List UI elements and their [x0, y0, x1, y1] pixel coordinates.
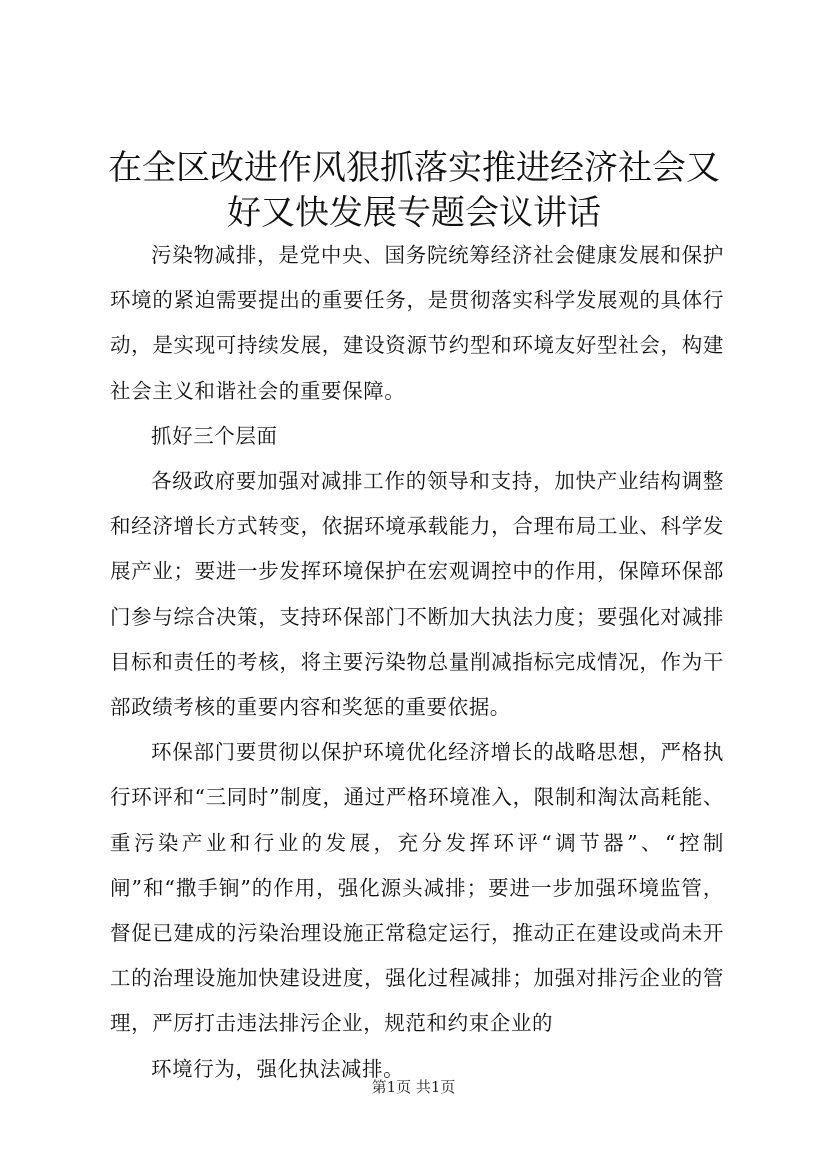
section-heading: 抓好三个层面 [151, 423, 278, 448]
document-body [110, 233, 724, 1092]
paragraph-intro: 污染物减排，是党中央、国务院统筹经济社会健康发展和保护环境的紧迫需要提出的重要任务，是贯彻落实科学发展观的具体行动，是实现可持续发展，建设资源节约型和环境友好型社会，构建社会主义和谐社会的重要保障。 [110, 243, 724, 403]
paragraph-government: 各级政府要加强对减排工作的领导和支持，加快产业结构调整和经济增长方式转变，依据环境承载能力，合理布局工业、科学发展产业；要进一步发挥环境保护在宏观调控中的作用，保障环保部门参与综合决策，支持环保部门不断加大执法力度；要强化对减排目标和责任的考核，将主要污染物总量削减指标完成情况，作为干部政绩考核的重要内容和奖惩的重要依据。 [110, 469, 724, 720]
document-title: 在全区改进作风狠抓落实推进经济社会又好又快发展专题会议讲话 [108, 148, 720, 233]
paragraph-environmental-department: 环保部门要贯彻以保护环境优化经济增长的战略思想，严格执行环评和“三同时”制度，通过严格环境准入，限制和淘汰高耗能、重污染产业和行业的发展，充分发挥环评“调节器”、“控制闸”和“撒手锏”的作用，强化源头减排；要进一步加强环境监管，督促已建成的污染治理设施正常稳定运行，推动正在建设或尚未开工的治理设施加快建设进度，强化过程减排；加强对排污企业的管理，严厉打击违法排污企业，规范和约束企业的 [110, 740, 724, 1036]
page-footer [0, 1077, 827, 1097]
page-number-label: 第1页 共1页 [371, 1078, 456, 1096]
paragraph-continuation: 环境行为，强化执法减排。 [151, 1056, 405, 1081]
